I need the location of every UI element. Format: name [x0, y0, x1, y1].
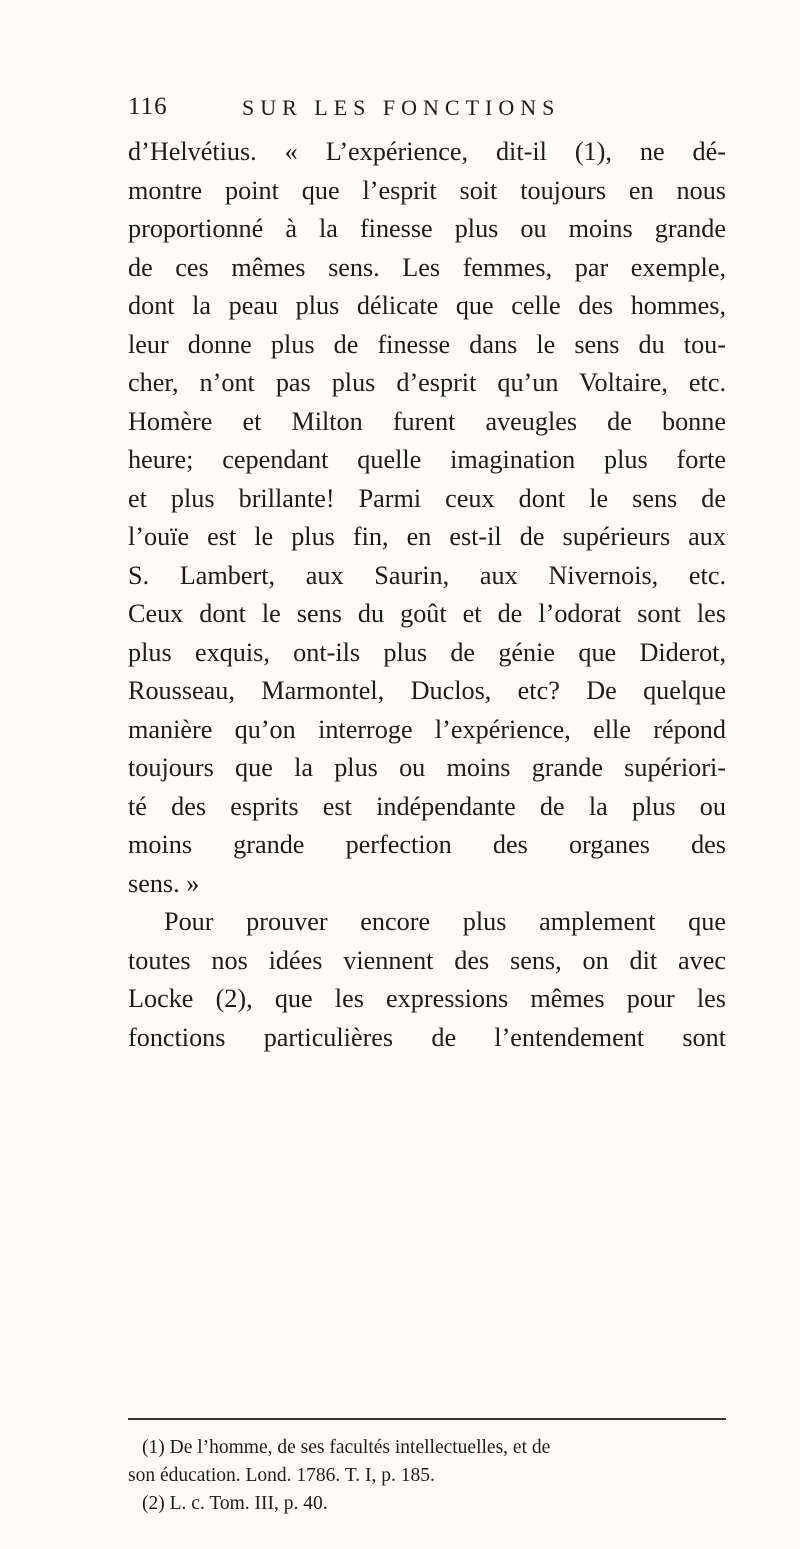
- footnote-line: (2) L. c. Tom. III, p. 40.: [142, 1493, 328, 1514]
- footnote-line: (1) De l’homme, de ses facultés intellectuelles, et de: [142, 1437, 551, 1458]
- text-line: leur donne plus de finesse dans le sens du tou-: [128, 329, 726, 359]
- page-number: 116: [128, 93, 168, 120]
- text-line: Homère et Milton furent aveugles de bonne: [128, 406, 726, 436]
- text-line: plus exquis, ont-ils plus de génie que Diderot,: [128, 637, 726, 667]
- footnote-rule: [128, 1418, 726, 1420]
- text-line: Locke (2), que les expressions mêmes pour les: [128, 984, 726, 1013]
- text-line: toutes nos idées viennent des sens, on dit avec: [128, 945, 726, 975]
- footnote-line: son éducation. Lond. 1786. T. I, p. 185.: [128, 1465, 435, 1486]
- text-line: Pour prouver encore plus amplement que: [164, 907, 726, 936]
- text-line: d’Helvétius. « L’expérience, dit-il (1), ne dé-: [128, 137, 726, 166]
- text-line: cher, n’ont pas plus d’esprit qu’un Voltaire, etc.: [128, 368, 726, 397]
- text-line: sens. »: [128, 868, 200, 898]
- text-line: de ces mêmes sens. Les femmes, par exemple,: [128, 252, 726, 282]
- body-text: [128, 133, 726, 1057]
- footnotes: [128, 1434, 726, 1518]
- text-line: S. Lambert, aux Saurin, aux Nivernois, etc.: [128, 560, 726, 590]
- text-line: et plus brillante! Parmi ceux dont le sens de: [128, 483, 726, 513]
- text-line: moins grande perfection des organes des: [128, 830, 726, 859]
- text-line: fonctions particulières de l’entendement sont: [128, 1022, 726, 1052]
- text-line: toujours que la plus ou moins grande supériori-: [128, 753, 726, 782]
- page-header: [128, 93, 708, 133]
- text-line: Ceux dont le sens du goût et de l’odorat sont les: [128, 599, 726, 628]
- text-line: dont la peau plus délicate que celle des hommes,: [128, 291, 726, 320]
- running-head: SUR LES FONCTIONS: [242, 95, 561, 120]
- text-line: l’ouïe est le plus fin, en est-il de supérieurs aux: [128, 522, 726, 551]
- text-line: manière qu’on interroge l’expérience, elle répond: [128, 714, 726, 744]
- text-line: Rousseau, Marmontel, Duclos, etc? De quelque: [128, 676, 726, 705]
- text-line: montre point que l’esprit soit toujours en nous: [128, 175, 726, 205]
- text-line: heure; cependant quelle imagination plus forte: [128, 445, 726, 474]
- text-line: proportionné à la finesse plus ou moins grande: [128, 214, 726, 243]
- text-line: té des esprits est indépendante de la plus ou: [128, 791, 726, 821]
